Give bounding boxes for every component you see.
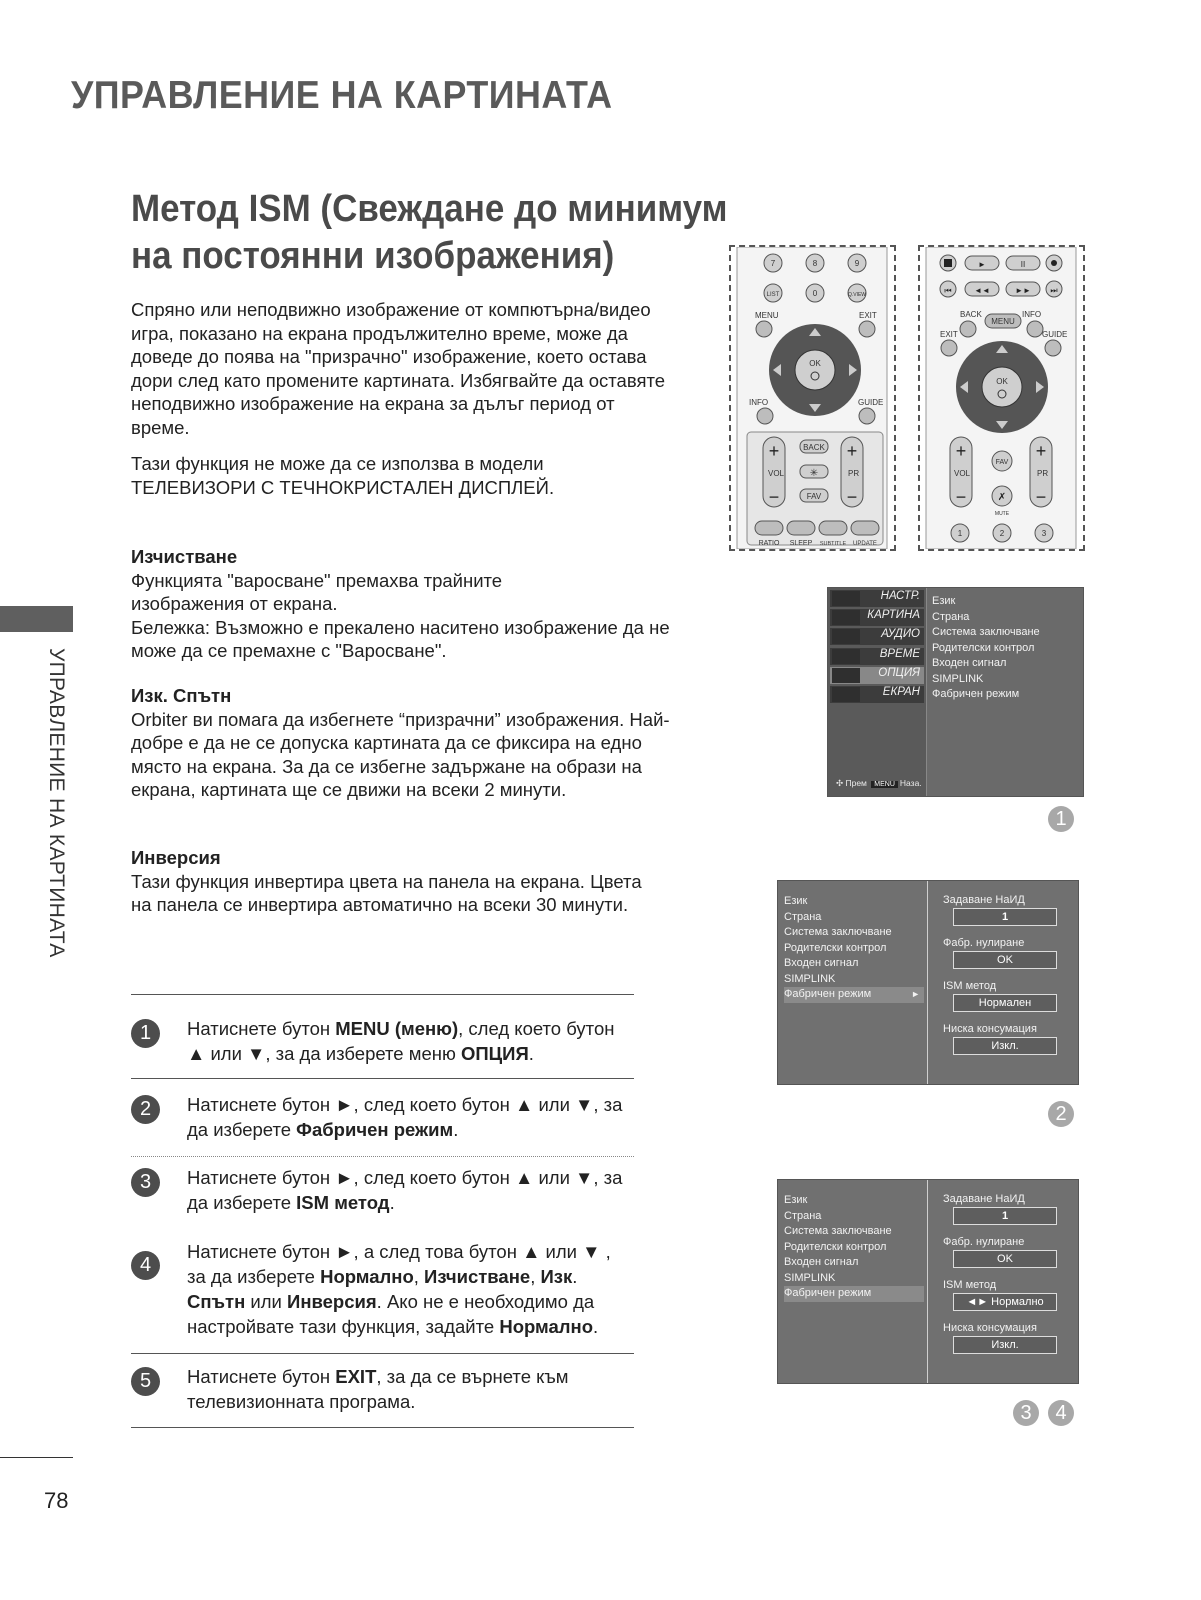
side-chapter-label: УПРАВЛЕНИЕ НА КАРТИНАТА: [45, 648, 68, 958]
intro-paragraph-1: Спряно или неподвижно изображение от компютърна/видео игра, показано на екрана продължително време, може да доведе до поява на "призрачно" изображение, което остава дори след като промените картината. Избягвайте да оставяте неподвижно изображение на екрана за дълъг период от време.: [131, 299, 666, 438]
svg-text:−: −: [955, 487, 967, 507]
remote-mute-label: MUTE: [994, 511, 1010, 517]
menu-category-column: [828, 588, 927, 796]
section-note: Бележка: Възможно е прекалено наситено изображение да не може да се премахне с "Варосване".: [131, 616, 670, 661]
remote-ok-label[interactable]: OK: [996, 377, 1008, 386]
remote-vol-label: VOL: [768, 469, 785, 478]
step-5: [131, 1353, 634, 1427]
section-orbiter: [131, 684, 676, 802]
menu-item[interactable]: Фабричен режим: [932, 688, 1020, 700]
figure-badge-3: 3: [1013, 1400, 1039, 1426]
field-label: Ниска консумация: [943, 1023, 1037, 1035]
step-1: [131, 994, 634, 1078]
remote-info-label: INFO: [1022, 310, 1042, 319]
menu-item[interactable]: Език: [784, 1194, 808, 1206]
remote-update-label[interactable]: UPDATE: [853, 541, 877, 547]
section-cleaning: [131, 545, 676, 663]
section-text: Orbiter ви помага да избегнете “призрачни” изображения. Най-добре е да не се допуска картината да се фиксира на едно място на екрана. За да се избегне задържане на образи на екрана, картината ще се движи на всеки 2 минути.: [131, 708, 670, 800]
svg-text:⏮: ⏮: [944, 286, 952, 295]
field-label: Ниска консумация: [943, 1322, 1037, 1334]
menu-left-column: [778, 1180, 928, 1383]
figure-badge-1: 1: [1048, 806, 1074, 832]
step-number: 5: [131, 1367, 160, 1396]
field-label: ISM метод: [943, 980, 997, 992]
svg-text:+: +: [955, 441, 967, 461]
menu-item[interactable]: Страна: [932, 610, 970, 623]
remote-left-drawing: [731, 247, 894, 549]
menu-category-picture[interactable]: КАРТИНА: [830, 609, 924, 626]
remote-menu-label[interactable]: MENU: [991, 317, 1015, 326]
menu-right-column: [943, 1192, 1063, 1364]
menu-category-option[interactable]: ОПЦИЯ: [830, 667, 924, 684]
remote-exit-label: EXIT: [940, 330, 958, 339]
section-text: Функцията "варосване" премахва трайните изображения от екрана.: [131, 569, 503, 614]
field-value[interactable]: OK: [953, 1250, 1057, 1268]
menu-item[interactable]: SIMPLINK: [932, 672, 984, 685]
svg-text:⏭: ⏭: [1050, 286, 1058, 295]
section-title-line2: на постоянни изображения): [131, 235, 615, 277]
remote-menu-label: MENU: [755, 311, 779, 320]
step-2: [131, 1078, 634, 1156]
field-value[interactable]: 1: [953, 1207, 1057, 1225]
menu-item[interactable]: Страна: [784, 910, 822, 923]
remote-key-qview[interactable]: Q.VIEW: [847, 292, 867, 298]
menu-category-time[interactable]: ВРЕМЕ: [830, 648, 924, 665]
steps-list: [131, 994, 634, 1428]
menu-item[interactable]: Родителски контрол: [784, 941, 887, 954]
remote-key-9[interactable]: 9: [854, 259, 860, 268]
svg-text:►►: ►►: [1015, 286, 1031, 295]
remote-right-drawing: [920, 247, 1083, 549]
svg-text:◄◄: ◄◄: [974, 286, 990, 295]
svg-text:+: +: [846, 441, 858, 461]
intro-block: [131, 298, 676, 499]
field-value[interactable]: 1: [953, 908, 1057, 926]
menu-item[interactable]: Език: [784, 895, 808, 907]
menu-item[interactable]: SIMPLINK: [784, 1271, 836, 1284]
menu-item[interactable]: Страна: [784, 1209, 822, 1222]
remote-back-label: BACK: [960, 310, 982, 319]
menu-item-selected[interactable]: Фабричен режим ►: [784, 987, 924, 1003]
figure-badge-4: 4: [1048, 1400, 1074, 1426]
remote-back-label[interactable]: BACK: [803, 443, 825, 452]
remote-key-2[interactable]: 2: [999, 529, 1005, 538]
field-value[interactable]: OK: [953, 951, 1057, 969]
svg-text:−: −: [768, 487, 780, 507]
menu-item[interactable]: SIMPLINK: [784, 972, 836, 985]
step-text: Натиснете бутон MENU (меню), след което бутон ▲ или ▼, за да изберете меню ОПЦИЯ.: [187, 1018, 615, 1064]
menu-footer: ✣ Прем MENU Наза.: [836, 778, 922, 788]
menu-item[interactable]: Входен сигнал: [784, 1256, 859, 1268]
section-heading: Изчистване: [131, 546, 238, 567]
remote-pr-label: PR: [1037, 469, 1049, 478]
steps-bottom-rule: [131, 1427, 634, 1428]
menu-item[interactable]: Родителски контрол: [784, 1240, 887, 1253]
section-text: Тази функция инвертира цвета на панела на екрана. Цвета на панела се инвертира автоматично на всеки 30 минути.: [131, 870, 642, 915]
field-value[interactable]: Нормален: [953, 994, 1057, 1012]
step-number: 4: [131, 1251, 160, 1280]
step-text: Натиснете бутон EXIT, за да се върнете към телевизионната програма.: [187, 1366, 569, 1412]
remote-info-label: INFO: [749, 398, 769, 407]
remote-key-0[interactable]: 0: [812, 289, 818, 298]
remote-key-7[interactable]: 7: [770, 259, 776, 268]
osd-factory-menu: [777, 880, 1079, 1085]
remote-guide-label: GUIDE: [1042, 330, 1068, 339]
field-value[interactable]: Изкл.: [953, 1336, 1057, 1354]
figure-badge-2: 2: [1048, 1101, 1074, 1127]
remote-subtitle-label[interactable]: SUBTITLE: [819, 541, 847, 547]
section-inversion: [131, 846, 676, 917]
menu-item[interactable]: Входен сигнал: [932, 657, 1007, 669]
remote-pr-label: PR: [848, 469, 860, 478]
step-3: [131, 1156, 634, 1227]
svg-text:✳: ✳: [809, 468, 819, 479]
menu-item[interactable]: Входен сигнал: [784, 957, 859, 969]
field-label: Задаване НаИД: [943, 1193, 1025, 1205]
field-value-active[interactable]: ◄► Нормално: [953, 1293, 1057, 1311]
remote-key-1[interactable]: 1: [957, 529, 963, 538]
remote-key-3[interactable]: 3: [1041, 529, 1047, 538]
menu-option-items: [932, 594, 1040, 703]
field-label: Фабр. нулиране: [943, 1236, 1025, 1248]
svg-text:►: ►: [978, 260, 986, 269]
remote-fav-label[interactable]: FAV: [806, 492, 822, 501]
page-number: 78: [44, 1488, 69, 1513]
menu-item[interactable]: Система заключване: [932, 626, 1040, 638]
remote-key-list[interactable]: LIST: [766, 292, 780, 298]
remote-ratio-label[interactable]: RATIO: [758, 540, 780, 547]
remote-exit-label: EXIT: [859, 311, 877, 320]
osd-ism-menu: [777, 1179, 1079, 1384]
step-number: 3: [131, 1168, 160, 1197]
side-divider: [0, 1457, 73, 1458]
field-label: ISM метод: [943, 1279, 997, 1291]
svg-text:−: −: [1035, 487, 1047, 507]
menu-item[interactable]: Родителски контрол: [932, 641, 1035, 654]
remote-sleep-label[interactable]: SLEEP: [789, 540, 813, 547]
section-heading: Изк. Спътн: [131, 685, 232, 706]
menu-category-screen[interactable]: ЕКРАН: [830, 686, 924, 703]
svg-text:✗: ✗: [997, 492, 1007, 503]
section-heading: Инверсия: [131, 847, 221, 868]
remote-fav-label[interactable]: FAV: [995, 459, 1009, 466]
section-title: [131, 186, 727, 280]
menu-item-selected[interactable]: Фабричен режим: [784, 1286, 924, 1302]
step-number: 1: [131, 1019, 160, 1048]
page-header-title: УПРАВЛЕНИЕ НА КАРТИНАТА: [71, 74, 613, 117]
step-number: 2: [131, 1095, 160, 1124]
step-text: Натиснете бутон ►, след което бутон ▲ или ▼, за да изберете ISM метод.: [187, 1167, 623, 1213]
svg-text:II: II: [1020, 260, 1026, 269]
section-title-line1: Метод ISM (Свеждане до минимум: [131, 188, 728, 230]
remote-vol-label: VOL: [954, 469, 971, 478]
remote-guide-label: GUIDE: [858, 398, 884, 407]
svg-text:−: −: [846, 487, 858, 507]
step-4: [131, 1227, 634, 1353]
step-text: Натиснете бутон ►, след което бутон ▲ или ▼, за да изберете Фабричен режим.: [187, 1094, 623, 1140]
field-value[interactable]: Изкл.: [953, 1037, 1057, 1055]
remote-control-left: [729, 245, 896, 551]
remote-key-8[interactable]: 8: [812, 259, 818, 268]
field-label: Фабр. нулиране: [943, 937, 1025, 949]
menu-category-setup[interactable]: НАСТР.: [830, 590, 924, 607]
intro-paragraph-2: Тази функция не може да се използва в модели ТЕЛЕВИЗОРИ С ТЕЧНОКРИСТАЛЕН ДИСПЛЕЙ.: [131, 453, 555, 498]
right-arrow-icon: ►: [911, 989, 920, 999]
step-text: Натиснете бутон ►, а след това бутон ▲ или ▼ , за да изберете Нормално, Изчистване, Изк. Спътн или Инверсия. Ако не е необходимо да настройвате тази функция, задайте Нормално.: [187, 1241, 611, 1337]
remote-ok-label[interactable]: OK: [809, 359, 821, 368]
side-tab-marker: [0, 606, 73, 632]
menu-category-audio[interactable]: АУДИО: [830, 628, 924, 645]
menu-item[interactable]: Система заключване: [784, 926, 892, 938]
menu-item[interactable]: Език: [932, 595, 956, 607]
field-label: Задаване НаИД: [943, 894, 1025, 906]
menu-item[interactable]: Система заключване: [784, 1225, 892, 1237]
menu-right-column: [943, 893, 1063, 1065]
osd-main-menu: [827, 587, 1084, 797]
remote-control-right: [918, 245, 1085, 551]
svg-text:+: +: [768, 441, 780, 461]
svg-text:+: +: [1035, 441, 1047, 461]
menu-left-column: [778, 881, 928, 1084]
